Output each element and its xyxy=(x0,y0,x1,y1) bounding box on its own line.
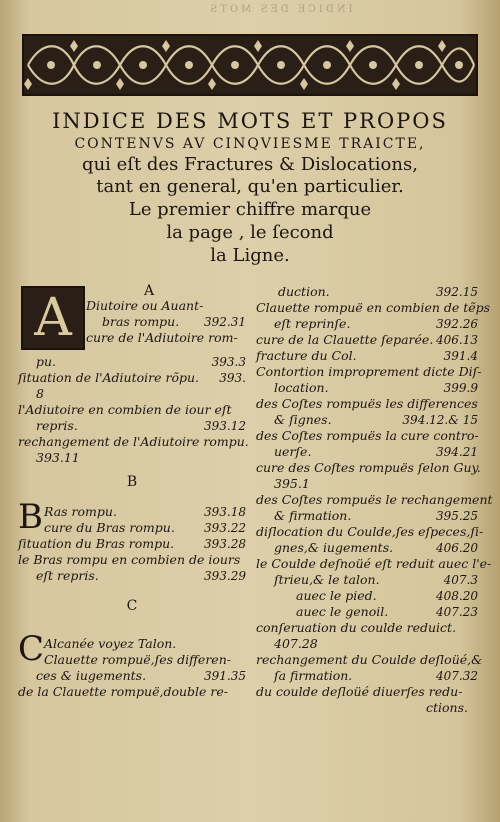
page-line-ref: 393.28 xyxy=(204,537,246,551)
title-line-5: Le premier chiffre marque xyxy=(128,199,372,220)
index-entry: rechangement du Coulde deſloüé,& xyxy=(256,652,483,667)
page-line-ref: 407.28 xyxy=(274,636,318,651)
index-entry: ctions. xyxy=(426,700,468,715)
index-entry: eſt repris. xyxy=(36,568,99,583)
index-right-column xyxy=(256,284,493,716)
page-line-ref: 393. xyxy=(219,371,246,385)
page-line-ref: 395.1 xyxy=(274,476,310,491)
index-entry: gnes,& iugements. xyxy=(274,540,394,555)
title-line-4: tant en general, qu'en particulier. xyxy=(96,176,404,197)
index-entry: fracture du Col. xyxy=(256,348,357,363)
title-line-2: CONTENVS AV CINQVIESME TRAICTE, xyxy=(74,136,426,152)
section-heading-a: A xyxy=(144,283,155,299)
index-entry: des Coſtes rompuës le rechangement xyxy=(256,492,493,507)
index-entry: des Coſtes rompuës la cure contro- xyxy=(256,428,479,443)
page-line-ref: 392.31 xyxy=(204,315,246,329)
page-line-ref: 395.25 xyxy=(436,509,478,523)
page-line-ref: 391.4 xyxy=(443,349,478,363)
page-line-ref: 393.11 xyxy=(36,450,80,465)
index-entry: Diutoire ou Auant- xyxy=(86,298,204,313)
index-entry: cure de la Clauette ſeparée. xyxy=(256,332,434,347)
index-entry: ſituation du Bras rompu. xyxy=(18,536,175,551)
index-entry: le Coulde deſnoüé eſt reduit auec l'e- xyxy=(256,556,492,571)
index-entry: uerſe. xyxy=(274,444,312,459)
page-line-ref: 393.3 xyxy=(211,355,246,369)
page-line-ref: 408.20 xyxy=(436,589,478,603)
page-line-ref: 399.9 xyxy=(443,381,478,395)
index-entry: ſa firmation. xyxy=(274,668,353,683)
index-entry: & ſignes. xyxy=(274,412,332,427)
page-line-ref: 393.22 xyxy=(204,521,246,535)
page-line-ref: 393.12 xyxy=(204,419,246,433)
page-line-ref: 393.18 xyxy=(204,505,246,519)
index-entry: auec le genoil. xyxy=(296,604,389,619)
page-line-ref: 407.23 xyxy=(436,605,478,619)
index-entry: Clauette rompuë en combien de tẽps xyxy=(256,300,491,315)
section-c-entries xyxy=(18,618,246,700)
index-entry: location. xyxy=(274,380,329,395)
index-entry: diſlocation du Coulde,ſes eſpeces,ſi- xyxy=(256,524,484,539)
index-left-column xyxy=(18,283,249,700)
page-line-ref: 407.32 xyxy=(436,669,478,683)
title-line-7: la Ligne. xyxy=(210,245,290,266)
index-entry: bras rompu. xyxy=(102,314,180,329)
index-entry: ces & iugements. xyxy=(36,668,147,683)
index-entry: de la Clauette rompuë,double re- xyxy=(18,684,228,699)
show-through-running-head: INDICE DES MOTS xyxy=(207,4,353,15)
page-line-ref: 406.20 xyxy=(436,541,478,555)
page-line-ref: 394.21 xyxy=(436,445,478,459)
index-entry: rechangement de l'Adiutoire rompu. xyxy=(18,434,249,449)
index-entry: ſtrieu,& le talon. xyxy=(274,572,380,587)
section-b-entries xyxy=(18,494,246,584)
index-entry: 8 xyxy=(36,386,44,401)
title-line-6: la page , le ſecond xyxy=(166,222,334,243)
large-initial-b: B xyxy=(18,497,43,537)
index-entry: auec le pied. xyxy=(296,588,377,603)
page-line-ref: 391.35 xyxy=(204,669,246,683)
index-entry: des Coſtes rompuës les differences xyxy=(256,396,478,411)
woodcut-ornament-band xyxy=(22,34,478,96)
large-initial-c: C xyxy=(18,629,45,669)
index-entry: repris. xyxy=(36,418,78,433)
section-heading-b: B xyxy=(126,474,138,490)
page-line-ref: 407.3 xyxy=(443,573,478,587)
index-entry: Contortion improprement dicte Diſ- xyxy=(256,364,482,379)
decorated-initial-letter: A xyxy=(34,288,72,348)
index-title-block xyxy=(0,108,500,267)
index-entry: cure de l'Adiutoire rom- xyxy=(86,330,238,345)
section-heading-c: C xyxy=(126,598,138,614)
index-entry: eſt reprinſe. xyxy=(274,316,351,331)
index-entry: ſituation de l'Adiutoire rõpu. xyxy=(18,370,200,385)
index-entry: cure du Bras rompu. xyxy=(44,520,175,535)
index-entry: Clauette rompuë,ſes differen- xyxy=(44,652,231,667)
page-line-ref: 393.29 xyxy=(204,569,246,583)
index-entry: pu. xyxy=(36,354,57,369)
page-line-ref: 392.15 xyxy=(436,285,478,299)
page-line-ref: 392.26 xyxy=(436,317,478,331)
index-entry: & firmation. xyxy=(274,508,352,523)
page-line-ref: 406.13 xyxy=(436,333,478,347)
index-entry: cure des Coſtes rompuës ſelon Guy. xyxy=(256,460,481,475)
index-entry: du coulde deſloüé diuerſes redu- xyxy=(256,684,463,699)
title-line-1: INDICE DES MOTS ET PROPOS xyxy=(52,109,448,133)
index-entry: conſeruation du coulde reduict. xyxy=(256,620,457,635)
page-line-ref: 394.12.& 15 xyxy=(402,413,478,427)
index-entry: l'Adiutoire en combien de iour eſt xyxy=(18,402,232,417)
title-line-3: qui eſt des Fractures & Dislocations, xyxy=(82,154,418,175)
index-entry: duction. xyxy=(278,284,330,299)
index-entry: le Bras rompu en combien de iours xyxy=(18,552,241,567)
index-entry: Ras rompu. xyxy=(44,504,117,519)
index-entry: Alcanée voyez Talon. xyxy=(44,636,177,651)
